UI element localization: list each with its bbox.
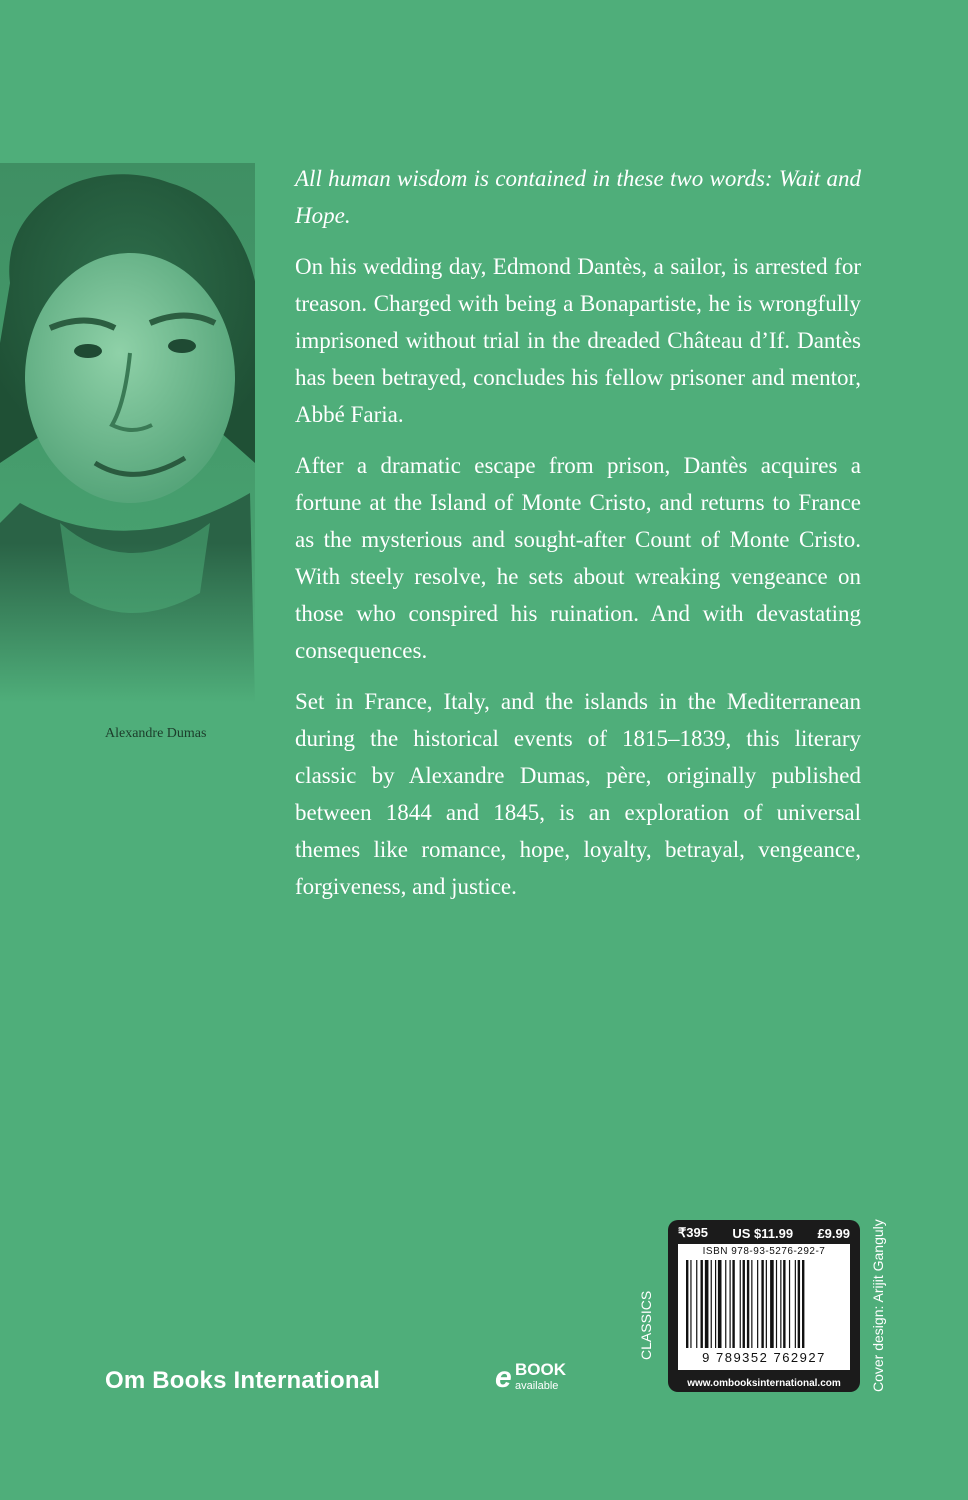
author-portrait	[0, 163, 255, 703]
price-row	[678, 1224, 850, 1242]
ebook-book-label: BOOK	[515, 1360, 566, 1379]
ebook-available-logo	[495, 1361, 575, 1397]
barcode-panel	[668, 1220, 860, 1392]
barcode-bar	[770, 1260, 774, 1348]
barcode-bar	[732, 1260, 734, 1348]
barcode-bar	[705, 1260, 709, 1348]
barcode-bar	[795, 1260, 796, 1348]
barcode-bar	[718, 1260, 722, 1348]
barcode-bars	[684, 1260, 844, 1350]
barcode-bar	[766, 1260, 767, 1348]
barcode-bar	[690, 1260, 691, 1348]
barcode-bar	[780, 1260, 781, 1348]
barcode-bar	[802, 1260, 804, 1348]
barcode-bar	[730, 1260, 731, 1348]
price-inr: ₹395	[678, 1225, 708, 1240]
barcode-bar	[725, 1260, 726, 1348]
epigraph-quote: All human wisdom is contained in these two words: Wait and Hope.	[295, 166, 861, 228]
series-label: CLASSICS	[638, 1290, 654, 1360]
barcode-bar	[740, 1260, 741, 1348]
back-cover-blurb	[295, 160, 861, 919]
publisher-url: www.ombooksinternational.com	[687, 1378, 841, 1389]
barcode-bar	[711, 1260, 712, 1348]
barcode-area	[678, 1244, 850, 1370]
barcode-bar	[776, 1260, 777, 1348]
barcode-bar	[783, 1260, 785, 1348]
barcode-bar	[743, 1260, 745, 1348]
price-usd: US $11.99	[732, 1225, 794, 1241]
barcode-digits: 9 789352 762927	[702, 1350, 826, 1365]
ebook-e-glyph: e	[495, 1361, 512, 1394]
barcode-bar	[757, 1260, 758, 1348]
publisher-logo: Om Books International	[105, 1367, 381, 1394]
barcode-bar	[747, 1260, 749, 1348]
portrait-illustration	[0, 163, 255, 703]
barcode-bar	[798, 1260, 800, 1348]
barcode-bar	[686, 1260, 688, 1348]
ebook-available-label: available	[515, 1380, 559, 1392]
barcode-bar	[701, 1260, 703, 1348]
portrait-caption: Alexandre Dumas	[105, 726, 207, 741]
barcode-bar	[789, 1260, 790, 1348]
blurb-paragraph: On his wedding day, Edmond Dantès, a sailor, is arrested for treason. Charged with being a Bonapartiste, he is wrongfully imprisoned without trial in the dreaded Château d’If. Dantès has been betrayed, concludes his fellow prisoner and mentor, Abbé Faria.	[295, 254, 861, 427]
barcode-bar	[761, 1260, 763, 1348]
blurb-paragraph: Set in France, Italy, and the islands in the Mediterranean during the historical events of 1815–1839, this literary classic by Alexandre Dumas, père, originally published between 1844 and 1845, is an exploration of universal themes like romance, hope, loyalty, betrayal, vengeance, forgiveness, and justice.	[295, 689, 861, 899]
isbn-label: ISBN 978-93-5276-292-7	[702, 1246, 826, 1257]
blurb-paragraph: After a dramatic escape from prison, Dantès acquires a fortune at the Island of Monte Cristo, and returns to France as the mysterious and sought-after Count of Monte Cristo. With steely resolve, he sets about wreaking vengeance on those who conspired his ruination. And with devastating consequences.	[295, 453, 861, 663]
barcode-bar	[751, 1260, 752, 1348]
price-gbp: £9.99	[817, 1225, 850, 1241]
barcode-bar	[696, 1260, 697, 1348]
cover-credit: Cover design: Arijit Ganguly	[870, 1219, 886, 1392]
barcode-bar	[715, 1260, 716, 1348]
